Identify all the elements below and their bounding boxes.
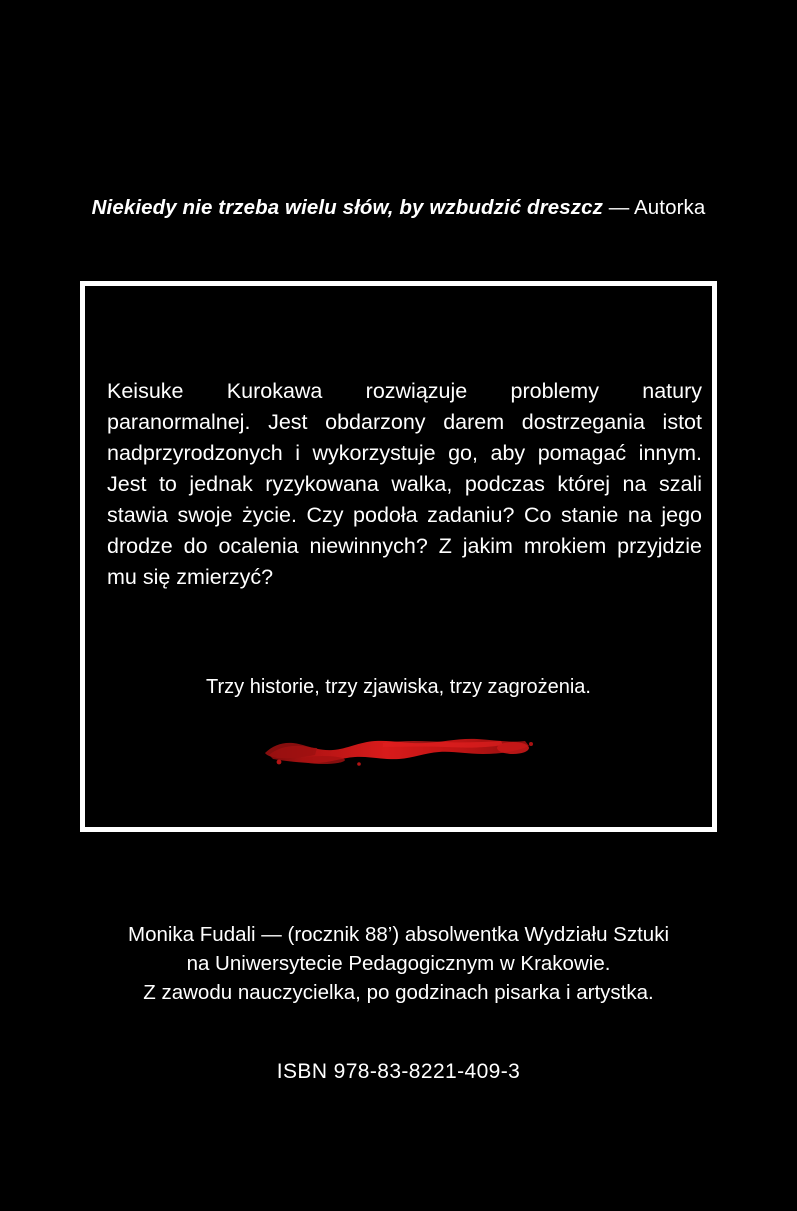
- author-bio-line-3: Z zawodu nauczycielka, po godzinach pisarka i artystka.: [143, 981, 654, 1004]
- author-bio-line-2: na Uniwersytecie Pedagogicznym w Krakowie.: [186, 952, 611, 975]
- epigraph-attribution: Autorka: [634, 196, 706, 219]
- author-bio-line-1: Monika Fudali — (rocznik 88’) absolwentka Wydziału Sztuki: [128, 923, 669, 946]
- epigraph-dash: —: [602, 196, 634, 219]
- isbn: ISBN 978-83-8221-409-3: [276, 1060, 521, 1083]
- red-paint-smear-icon: [263, 733, 533, 769]
- epigraph: [0, 196, 797, 220]
- epigraph-quote: Niekiedy nie trzeba wielu słów, by wzbudzić dreszcz: [91, 196, 603, 219]
- author-bio: [0, 920, 797, 1007]
- blurb-paragraph: Keisuke Kurokawa rozwiązuje problemy natury paranormalnej. Jest obdarzony darem dostrzegania istot nadprzyrodzonych i wykorzystuje go, aby pomagać innym. Jest to jednak ryzykowana walka, podczas której na szali stawia swoje życie. Czy podoła zadaniu? Co stanie na jego drodze do ocalenia niewinnych? Z jakim mrokiem przyjdzie mu się zmierzyć?: [107, 379, 702, 589]
- blurb-frame: [80, 281, 717, 832]
- blurb-inner: [85, 286, 712, 827]
- blurb-tagline: Trzy historie, trzy zjawiska, trzy zagrożenia.: [206, 676, 591, 698]
